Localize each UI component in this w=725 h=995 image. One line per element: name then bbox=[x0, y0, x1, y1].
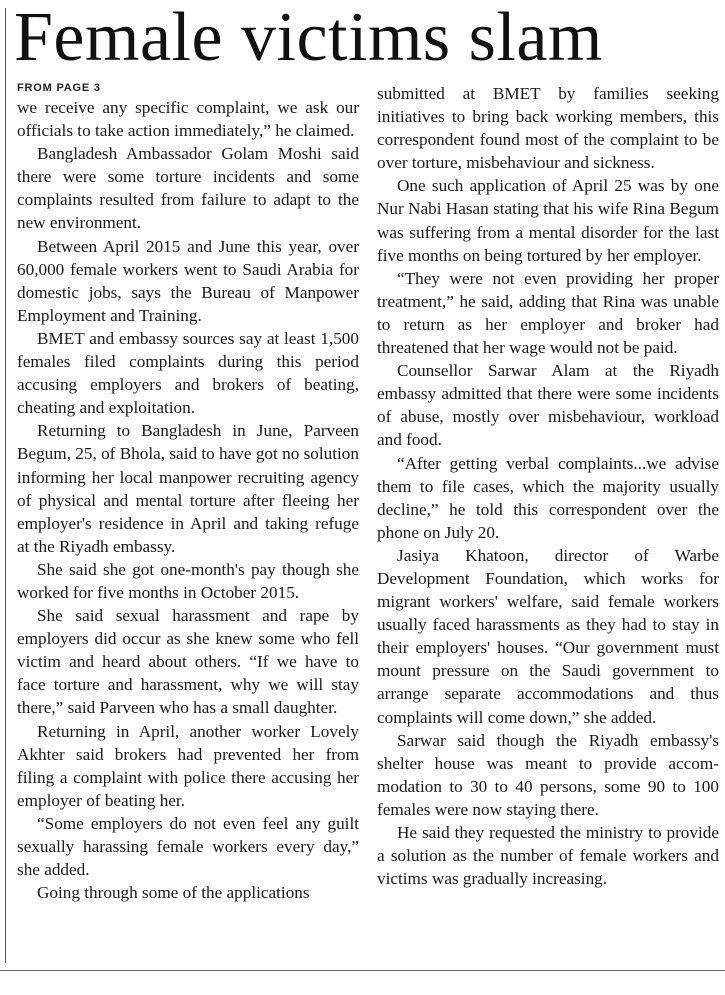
paragraph: “After getting verbal complaints...we advise them to file cases, which the majority usually decline,” he told this correspondent over the phone on July 20. bbox=[377, 453, 719, 542]
paragraph: He said they requested the ministry to provide a solution as the number of female workers and victims was gradually increasing. bbox=[377, 823, 719, 889]
paragraph: BMET and embassy sources say at least 1,500 females filed complaints during this period accusing employers and brokers of beating, cheating and exploitation. bbox=[17, 328, 359, 418]
left-column-rule bbox=[5, 8, 6, 963]
bottom-rule bbox=[0, 970, 725, 971]
paragraph: She said she got one-month's pay though she worked for five months in October 2015. bbox=[17, 559, 359, 602]
article-column-left bbox=[17, 80, 359, 904]
paragraph: Bangladesh Ambassador Golam Moshi said there were some torture incidents and some complaints resulted from failure to adapt to the new environment. bbox=[17, 144, 359, 233]
continued-from-label: FROM PAGE 3 bbox=[17, 82, 101, 94]
article-headline: Female victims slam bbox=[14, 0, 603, 76]
paragraph: Counsellor Sarwar Alam at the Riyadh embassy admitted that there were some incidents of abuse, mostly over misbehaviour, workload and food. bbox=[377, 361, 719, 450]
paragraph: One such application of April 25 was by one Nur Nabi Hasan stating that his wife Rina Begum was suffering from a mental disorder for the last five months on being tortured by her employer. bbox=[377, 176, 719, 265]
paragraph: submitted at BMET by families seeking initiatives to bring back working members, this correspondent found most of the complaint to be over torture, misbehaviour and sickness. bbox=[377, 84, 719, 173]
paragraph: Going through some of the applications bbox=[37, 883, 310, 903]
paragraph: She said sexual harassment and rape by employers did occur as she knew some who fell victim and heard about others. “If we have to face torture and harassment, why we will stay there,” said Parveen who has a small daughter. bbox=[17, 606, 359, 718]
paragraph: Between April 2015 and June this year, over 60,000 female workers went to Saudi Arabia for domestic jobs, says the Bureau of Manpower Employment and Training. bbox=[17, 236, 359, 325]
paragraph: Returning to Bangladesh in June, Parveen Begum, 25, of Bhola, said to have got no solution informing her local manpower recruiting agency of physical and mental torture after fleeing her employer's residence in April and taking refuge at the Riyadh embassy. bbox=[17, 421, 359, 556]
paragraph: Returning in April, another worker Lovely Akhter said brokers had prevented her from filing a complaint with police there accusing her employer of beating her. bbox=[17, 721, 359, 810]
paragraph: we receive any specific complaint, we ask our officials to take action immediately,” he claimed. bbox=[17, 98, 359, 141]
paragraph: Jasiya Khatoon, director of Warbe Development Foundation, which works for migrant workers' welfare, said female workers usually faced harassments as they had to stay in their employers' houses. “Our government must mount pressure on the Saudi government to arrange separate accommodations and thus complaints will come down,” she added. bbox=[377, 545, 719, 727]
paragraph: Sarwar said though the Riyadh embassy's shelter house was meant to provide accommodation to 30 to 40 persons, some 90 to 100 females were now staying there. bbox=[377, 730, 719, 819]
article-column-right bbox=[377, 82, 719, 890]
paragraph: “They were not even providing her proper treatment,” he said, adding that Rina was unable to return as her employer and broker had threatened that her wage would not be paid. bbox=[377, 268, 719, 358]
paragraph: “Some employers do not even feel any guilt sexually harassing female workers every day,” she added. bbox=[17, 813, 359, 880]
